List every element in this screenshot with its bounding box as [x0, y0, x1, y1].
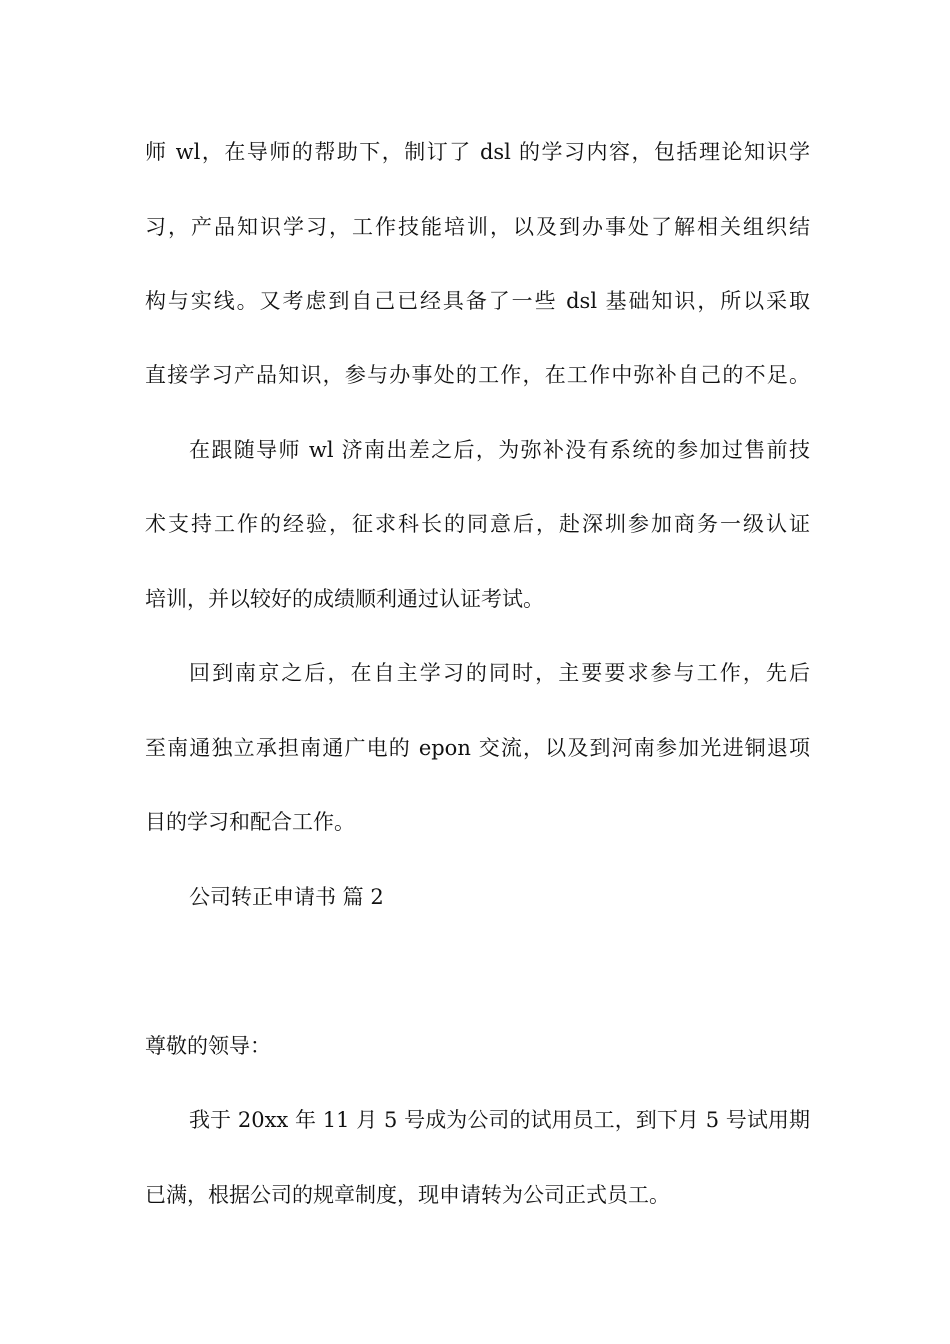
paragraph-line: 目的学习和配合工作。: [145, 810, 355, 834]
salutation: 尊敬的领导：: [145, 1034, 271, 1058]
paragraph-line: 直接学习产品知识，参与办事处的工作，在工作中弥补自己的不足。: [145, 363, 810, 387]
paragraph-line: 构与实线。又考虑到自己已经具备了一些 dsl 基础知识，所以采取: [145, 289, 810, 313]
section-title: 公司转正申请书 篇 2: [189, 885, 384, 909]
paragraph-line: 已满，根据公司的规章制度，现申请转为公司正式员工。: [145, 1183, 670, 1207]
paragraph-line: 师 wl，在导师的帮助下，制订了 dsl 的学习内容，包括理论知识学: [145, 140, 810, 164]
paragraph-line: 回到南京之后，在自主学习的同时，主要要求参与工作，先后: [189, 661, 810, 685]
paragraph-line: 培训，并以较好的成绩顺利通过认证考试。: [145, 587, 544, 611]
paragraph-line: 在跟随导师 wl 济南出差之后，为弥补没有系统的参加过售前技: [189, 438, 810, 462]
paragraph-line: 术支持工作的经验，征求科长的同意后，赴深圳参加商务一级认证: [145, 512, 810, 536]
paragraph-line: 至南通独立承担南通广电的 epon 交流，以及到河南参加光进铜退项: [145, 736, 810, 760]
paragraph-line: 习，产品知识学习，工作技能培训，以及到办事处了解相关组织结: [145, 215, 810, 239]
paragraph-line: 我于 20xx 年 11 月 5 号成为公司的试用员工，到下月 5 号试用期: [189, 1108, 810, 1132]
